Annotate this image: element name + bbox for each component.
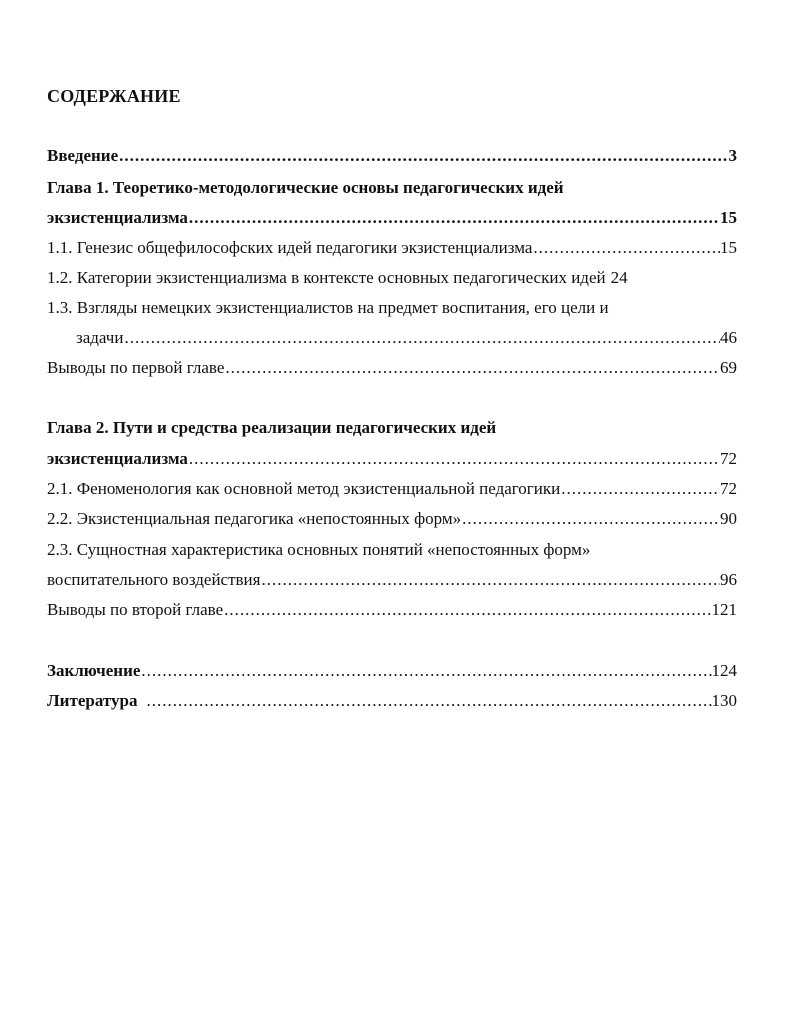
toc-entry-label: 2.2. Экзистенциальная педагогика «непостоянных форм» <box>47 509 462 528</box>
toc-leader-dots <box>188 208 720 228</box>
toc-entry-2-3-cont <box>47 570 737 590</box>
toc-entry-label: Литература <box>47 691 138 710</box>
toc-entry-page: 3 <box>728 146 737 165</box>
toc-entry-label: воспитательного воздействия <box>47 570 261 589</box>
toc-entry-label: экзистенциализма <box>47 208 188 227</box>
toc-entry-label: 2.1. Феноменология как основной метод экзистенциальной педагогики <box>47 479 561 498</box>
toc-entry-1-2 <box>47 268 737 288</box>
toc-entry-page: 72 <box>720 449 737 468</box>
toc-leader-dots <box>223 600 711 620</box>
toc-entry-page: 121 <box>711 600 737 619</box>
toc-leader-dots <box>140 661 711 681</box>
toc-leader-dots <box>260 570 720 590</box>
toc-entry-1-3-cont <box>76 328 737 348</box>
toc-entry-conclusions-1 <box>47 358 737 378</box>
toc-entry-chapter-1-cont <box>47 208 737 228</box>
toc-entry-page: 69 <box>720 358 737 377</box>
toc-leader-dots <box>188 449 720 469</box>
toc-entry-chapter-2-cont <box>47 449 737 469</box>
toc-entry-label: Выводы по первой главе <box>47 358 225 377</box>
toc-entry-page: 15 <box>720 208 737 227</box>
toc-entry-label: 1.1. Генезис общефилософских идей педагогики экзистенциализма <box>47 238 533 257</box>
toc-leader-dots <box>118 146 728 166</box>
toc-entry-page: 15 <box>720 238 737 257</box>
toc-entry-2-1 <box>47 479 737 499</box>
toc-leader-dots <box>224 358 720 378</box>
toc-entry-conclusions-2 <box>47 600 737 620</box>
toc-entry-label: Глава 2. Пути и средства реализации педагогических идей <box>47 418 497 437</box>
toc-entry-chapter-1 <box>47 178 737 198</box>
toc-entry-page: 24 <box>610 268 628 287</box>
toc-entry-2-2 <box>47 509 737 529</box>
toc-entry-label: задачи <box>76 328 124 347</box>
toc-entry-label: Заключение <box>47 661 141 680</box>
toc-leader-dots <box>145 691 711 711</box>
toc-title: СОДЕРЖАНИЕ <box>47 86 181 106</box>
toc-entry-page: 72 <box>720 479 737 498</box>
toc-entry-label: Введение <box>47 146 119 165</box>
toc-entry-label: 2.3. Сущностная характеристика основных понятий «непостоянных форм» <box>47 540 591 559</box>
toc-leader-dots <box>532 238 720 258</box>
toc-entry-2-3 <box>47 540 737 560</box>
toc-entry-page: 90 <box>720 509 737 528</box>
toc-entry-label: 1.2. Категории экзистенциализма в контексте основных педагогических идей <box>47 268 606 287</box>
toc-entry-1-3 <box>47 298 737 318</box>
toc-entry-introduction <box>47 146 737 166</box>
toc-entry-label: Выводы по второй главе <box>47 600 224 619</box>
toc-entry-page: 96 <box>720 570 737 589</box>
toc-entry-chapter-2 <box>47 418 737 438</box>
toc-entry-conclusion <box>47 661 737 681</box>
toc-entry-page: 130 <box>711 691 737 710</box>
toc-leader-dots <box>560 479 720 499</box>
toc-entry-literature <box>47 691 737 711</box>
toc-entry-page: 124 <box>711 661 737 680</box>
toc-entry-label: 1.3. Взгляды немецких экзистенциалистов на предмет воспитания, его цели и <box>47 298 609 317</box>
toc-entry-1-1 <box>47 238 737 258</box>
toc-leader-dots <box>123 328 720 348</box>
toc-entry-page: 46 <box>720 328 737 347</box>
toc-leader-dots <box>461 509 720 529</box>
toc-entry-label: экзистенциализма <box>47 449 188 468</box>
toc-entry-label: Глава 1. Теоретико-методологические основы педагогических идей <box>47 178 564 197</box>
